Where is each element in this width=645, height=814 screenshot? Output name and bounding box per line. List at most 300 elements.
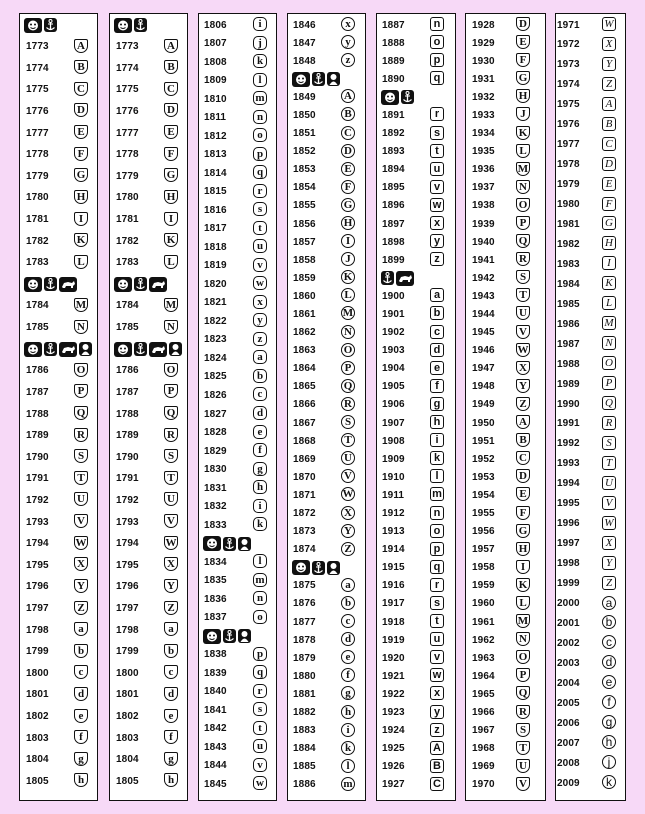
date-letter-mark: d	[164, 687, 178, 701]
year-row	[377, 197, 455, 215]
year-row	[20, 491, 97, 509]
year-label: 1782	[26, 235, 49, 247]
year-row	[466, 324, 545, 342]
year-label: 1916	[382, 580, 405, 592]
year-label: 1896	[382, 200, 405, 212]
date-letter-mark: R	[516, 252, 530, 266]
year-row	[110, 297, 187, 315]
year-label: 1854	[293, 182, 316, 194]
year-label: 1792	[116, 494, 139, 506]
year-label: 1989	[557, 378, 580, 390]
date-letter-mark: E	[164, 125, 178, 139]
date-letter-mark: w	[253, 776, 267, 790]
date-letter-mark: Z	[602, 576, 616, 590]
date-letter-mark: O	[74, 363, 88, 377]
date-letter-mark: W	[342, 488, 354, 501]
year-label: 1838	[204, 649, 227, 661]
year-label: 1814	[204, 167, 227, 179]
date-letter-mark: b	[602, 615, 616, 629]
date-letter-mark: A	[164, 39, 178, 53]
year-label: 1779	[26, 170, 49, 182]
year-label: 1913	[382, 526, 405, 538]
year-row	[466, 432, 545, 450]
year-label: 1788	[26, 408, 49, 420]
leopard-head-icon	[24, 18, 42, 33]
date-letter-mark: V	[74, 514, 88, 528]
year-row	[199, 386, 276, 404]
date-letter-mark: a	[341, 578, 355, 592]
date-letter-mark: y	[253, 313, 267, 327]
date-letter-mark: r	[430, 107, 444, 121]
year-label: 1877	[293, 616, 316, 628]
year-label: 1781	[26, 214, 49, 225]
date-letter-mark: e	[164, 709, 178, 723]
year-label: 1796	[26, 581, 49, 593]
year-row	[20, 643, 97, 661]
anchor-icon	[44, 18, 57, 32]
year-row	[556, 16, 625, 34]
column-5	[376, 13, 456, 801]
date-letter-mark: D	[164, 103, 178, 117]
year-row	[377, 505, 455, 523]
year-label: 1921	[382, 670, 405, 682]
year-label: 1922	[382, 688, 405, 700]
year-label: 1999	[557, 578, 580, 590]
assay-marks-row	[199, 627, 276, 645]
year-label: 1775	[116, 84, 139, 96]
year-label: 1875	[293, 580, 316, 592]
year-row	[466, 667, 545, 685]
year-label: 1868	[293, 435, 316, 447]
year-row	[556, 116, 625, 134]
date-letter-mark: b	[341, 596, 355, 610]
leopard-head-icon	[292, 72, 310, 87]
year-row	[466, 722, 545, 740]
year-label: 1856	[293, 218, 316, 230]
sovereign-head-icon	[238, 629, 251, 643]
date-letter-mark: b	[253, 369, 267, 383]
date-letter-mark: J	[516, 107, 530, 121]
date-letter-mark: C	[341, 126, 355, 140]
date-letter-mark: A	[602, 97, 616, 111]
date-letter-mark: S	[164, 449, 178, 463]
assay-marks-row	[377, 88, 455, 106]
year-row	[377, 143, 455, 161]
year-label: 1803	[116, 732, 139, 744]
year-label: 1786	[26, 365, 49, 377]
year-row	[466, 287, 545, 305]
year-label: 1976	[557, 119, 580, 131]
date-letter-mark: w	[253, 276, 267, 290]
date-letter-mark: a	[164, 622, 178, 636]
year-label: 1788	[116, 408, 139, 420]
assay-marks-row	[288, 70, 365, 88]
year-row	[556, 76, 625, 94]
year-row	[556, 375, 625, 393]
year-label: 1829	[204, 445, 227, 457]
year-row	[556, 235, 625, 253]
date-letter-mark: M	[602, 316, 616, 330]
date-letter-mark: U	[164, 492, 178, 506]
date-letter-mark: I	[602, 256, 616, 270]
year-row	[199, 164, 276, 182]
year-row	[466, 125, 545, 143]
year-row	[466, 613, 545, 631]
year-row	[199, 461, 276, 479]
year-row	[199, 498, 276, 516]
date-letter-mark: s	[253, 702, 267, 716]
leopard-head-icon	[24, 277, 42, 292]
date-letter-mark: B	[516, 433, 530, 447]
date-letter-mark: L	[516, 596, 530, 610]
date-letter-mark: a	[430, 288, 444, 302]
year-label: 1776	[116, 105, 139, 117]
assay-marks	[381, 90, 414, 105]
year-label: 1881	[293, 688, 316, 700]
year-label: 1819	[204, 260, 227, 272]
date-letter-mark: h	[602, 735, 616, 749]
year-row	[377, 414, 455, 432]
year-row	[556, 415, 625, 433]
year-row	[199, 572, 276, 590]
date-letter-mark: b	[74, 644, 88, 658]
year-label: 1947	[472, 363, 495, 375]
year-row	[110, 254, 187, 272]
leopard-head-icon	[203, 536, 221, 551]
year-label: 1816	[204, 204, 227, 216]
date-letter-mark: F	[164, 147, 178, 161]
year-row	[199, 479, 276, 497]
date-letter-mark: s	[253, 202, 267, 216]
date-letter-mark: N	[602, 336, 616, 350]
year-label: 1978	[557, 159, 580, 171]
date-letter-mark: w	[430, 668, 444, 682]
year-label: 1981	[557, 218, 580, 230]
year-label: 1812	[204, 130, 227, 142]
year-label: 1935	[472, 146, 495, 158]
year-label: 1828	[204, 427, 227, 439]
year-label: 1811	[204, 112, 227, 124]
year-row	[377, 215, 455, 233]
year-row	[288, 613, 365, 631]
date-letter-mark: M	[517, 615, 529, 628]
date-letter-mark: D	[516, 17, 530, 31]
year-row	[377, 161, 455, 179]
year-row	[199, 238, 276, 256]
year-row	[377, 722, 455, 740]
year-row	[466, 197, 545, 215]
year-label: 1792	[26, 494, 49, 506]
year-row	[110, 643, 187, 661]
date-letter-mark: q	[253, 665, 267, 679]
assay-marks	[381, 271, 414, 286]
year-row	[288, 16, 365, 34]
year-label: 1798	[116, 624, 139, 636]
year-label: 1919	[382, 634, 405, 646]
date-letter-mark: Q	[164, 406, 178, 420]
leopard-head-icon	[381, 90, 399, 105]
year-label: 1864	[293, 363, 316, 375]
year-label: 1906	[382, 399, 405, 411]
year-row	[199, 109, 276, 127]
year-row	[377, 486, 455, 504]
date-letter-mark: x	[430, 686, 444, 700]
year-label: 1924	[382, 725, 405, 737]
date-letter-mark: O	[602, 356, 616, 370]
year-label: 1889	[382, 55, 405, 67]
date-letter-mark: e	[341, 650, 355, 664]
date-letter-mark: d	[74, 687, 88, 701]
date-letter-mark: M	[165, 298, 177, 311]
date-letter-mark: h	[253, 480, 267, 494]
date-letter-mark: R	[164, 428, 178, 442]
year-label: 1842	[204, 723, 227, 735]
year-row	[466, 378, 545, 396]
year-label: 2001	[557, 617, 580, 629]
year-label: 1778	[26, 149, 49, 161]
year-row	[377, 559, 455, 577]
year-label: 1996	[557, 518, 580, 530]
date-letter-mark: I	[516, 560, 530, 574]
date-letter-mark: m	[341, 777, 355, 791]
year-row	[466, 414, 545, 432]
date-letter-mark: f	[74, 730, 88, 744]
year-row	[466, 269, 545, 287]
year-row	[110, 167, 187, 185]
date-letter-mark: t	[253, 721, 267, 735]
year-row	[288, 106, 365, 124]
year-label: 1973	[557, 59, 580, 71]
date-letter-mark: L	[516, 144, 530, 158]
date-letter-mark: Z	[74, 601, 88, 615]
year-row	[556, 654, 625, 672]
year-row	[288, 577, 365, 595]
year-label: 1953	[472, 471, 495, 483]
lion-passant-icon	[396, 271, 414, 286]
year-row	[288, 414, 365, 432]
year-row	[20, 319, 97, 337]
year-row	[377, 649, 455, 667]
date-letter-mark: Z	[341, 542, 355, 556]
year-row	[466, 577, 545, 595]
year-label: 1942	[472, 272, 495, 284]
year-label: 1907	[382, 417, 405, 429]
year-row	[20, 621, 97, 639]
year-label: 1967	[472, 725, 495, 737]
year-row	[466, 143, 545, 161]
date-letter-mark: K	[341, 270, 355, 284]
date-letter-mark: c	[430, 325, 444, 339]
date-letter-mark: v	[430, 650, 444, 664]
year-label: 1773	[26, 41, 49, 53]
date-letter-mark: e	[253, 425, 267, 439]
year-row	[556, 634, 625, 652]
year-label: 1802	[26, 711, 49, 723]
year-row	[288, 378, 365, 396]
year-row	[110, 578, 187, 596]
year-label: 1899	[382, 254, 405, 266]
date-letter-mark: n	[253, 591, 267, 605]
date-letter-mark: M	[342, 307, 354, 320]
year-row	[466, 251, 545, 269]
year-label: 1784	[26, 300, 49, 312]
year-label: 1776	[26, 105, 49, 117]
date-letter-mark: E	[74, 125, 88, 139]
date-letter-mark: F	[74, 147, 88, 161]
year-row	[20, 189, 97, 207]
year-row	[556, 136, 625, 154]
year-label: 1849	[293, 91, 316, 103]
year-row	[288, 251, 365, 269]
year-row	[199, 720, 276, 738]
year-label: 1880	[293, 670, 316, 682]
date-letter-mark: g	[430, 397, 444, 411]
year-label: 1898	[382, 236, 405, 248]
year-row	[110, 232, 187, 250]
year-row	[199, 683, 276, 701]
year-label: 1798	[26, 624, 49, 636]
sovereign-head-icon	[238, 537, 251, 551]
date-letter-mark: m	[430, 487, 444, 501]
year-label: 1998	[557, 558, 580, 570]
year-row	[110, 729, 187, 747]
anchor-icon	[223, 629, 236, 643]
date-letter-mark: B	[341, 107, 355, 121]
year-row	[466, 360, 545, 378]
date-letter-mark: H	[516, 89, 530, 103]
column-6	[465, 13, 546, 801]
date-letter-mark: E	[602, 177, 616, 191]
year-label: 1801	[116, 689, 139, 701]
year-label: 1983	[557, 258, 580, 270]
date-letter-mark: F	[516, 53, 530, 67]
year-label: 1861	[293, 308, 316, 320]
year-row	[110, 81, 187, 99]
year-row	[556, 435, 625, 453]
year-label: 1990	[557, 398, 580, 410]
year-label: 1891	[382, 109, 405, 121]
year-label: 1858	[293, 254, 316, 266]
year-row	[377, 125, 455, 143]
assay-marks	[114, 342, 182, 357]
date-letter-mark: U	[602, 476, 616, 490]
year-row	[556, 176, 625, 194]
date-letter-mark: d	[602, 655, 616, 669]
date-letter-mark: B	[164, 60, 178, 74]
year-label: 1982	[557, 238, 580, 250]
date-letter-mark: c	[164, 665, 178, 679]
year-row	[110, 59, 187, 77]
year-label: 1971	[557, 19, 580, 31]
date-letter-mark: t	[430, 144, 444, 158]
year-label: 1926	[382, 761, 405, 773]
year-row	[288, 215, 365, 233]
year-row	[20, 362, 97, 380]
year-label: 1799	[26, 646, 49, 658]
year-label: 1959	[472, 580, 495, 592]
year-row	[377, 595, 455, 613]
year-label: 1914	[382, 544, 405, 556]
year-label: 1882	[293, 707, 316, 719]
year-label: 1963	[472, 652, 495, 664]
year-label: 1807	[204, 38, 227, 50]
date-letter-mark: Z	[602, 77, 616, 91]
date-letter-mark: X	[164, 557, 178, 571]
year-row	[288, 287, 365, 305]
year-row	[199, 405, 276, 423]
year-label: 1955	[472, 508, 495, 519]
year-row	[20, 124, 97, 142]
year-label: 1870	[293, 471, 316, 483]
date-letter-mark: y	[430, 234, 444, 248]
year-label: 1890	[382, 73, 405, 85]
year-label: 2006	[557, 717, 580, 729]
year-label: 1810	[204, 93, 227, 105]
year-label: 1893	[382, 146, 405, 158]
year-row	[110, 621, 187, 639]
year-row	[288, 52, 365, 70]
date-letter-mark: a	[602, 596, 616, 610]
year-row	[199, 183, 276, 201]
date-letter-mark: d	[341, 632, 355, 646]
year-label: 1884	[293, 743, 316, 755]
year-row	[110, 38, 187, 56]
date-letter-mark: u	[430, 162, 444, 176]
year-row	[466, 595, 545, 613]
date-letter-mark: b	[430, 306, 444, 320]
date-letter-mark: Y	[602, 556, 616, 570]
year-row	[377, 523, 455, 541]
year-row	[556, 455, 625, 473]
year-row	[466, 486, 545, 504]
year-label: 1826	[204, 389, 227, 401]
year-label: 1954	[472, 489, 495, 501]
date-letter-mark: X	[516, 361, 530, 375]
year-label: 1872	[293, 508, 316, 519]
date-letter-mark: p	[253, 147, 267, 161]
year-row	[199, 275, 276, 293]
year-label: 1840	[204, 686, 227, 698]
anchor-icon	[312, 72, 325, 86]
year-label: 1831	[204, 482, 227, 494]
year-row	[288, 541, 365, 559]
year-row	[556, 535, 625, 553]
year-label: 1790	[26, 451, 49, 463]
year-label: 1920	[382, 652, 405, 664]
date-letter-mark: K	[602, 276, 616, 290]
year-row	[110, 448, 187, 466]
year-row	[377, 324, 455, 342]
date-letter-mark: z	[430, 723, 444, 737]
date-letter-mark: N	[516, 632, 530, 646]
year-label: 1795	[26, 559, 49, 571]
date-letter-mark: k	[341, 741, 355, 755]
date-letter-mark: a	[253, 350, 267, 364]
year-row	[110, 470, 187, 488]
year-row	[556, 96, 625, 114]
year-label: 1944	[472, 308, 495, 320]
year-row	[20, 600, 97, 618]
year-row	[377, 758, 455, 776]
year-label: 1960	[472, 598, 495, 610]
year-label: 1843	[204, 741, 227, 753]
year-row	[288, 667, 365, 685]
date-letter-mark: C	[516, 451, 530, 465]
year-label: 1894	[382, 164, 405, 176]
year-label: 1833	[204, 519, 227, 531]
year-label: 1915	[382, 562, 405, 574]
year-row	[199, 368, 276, 386]
